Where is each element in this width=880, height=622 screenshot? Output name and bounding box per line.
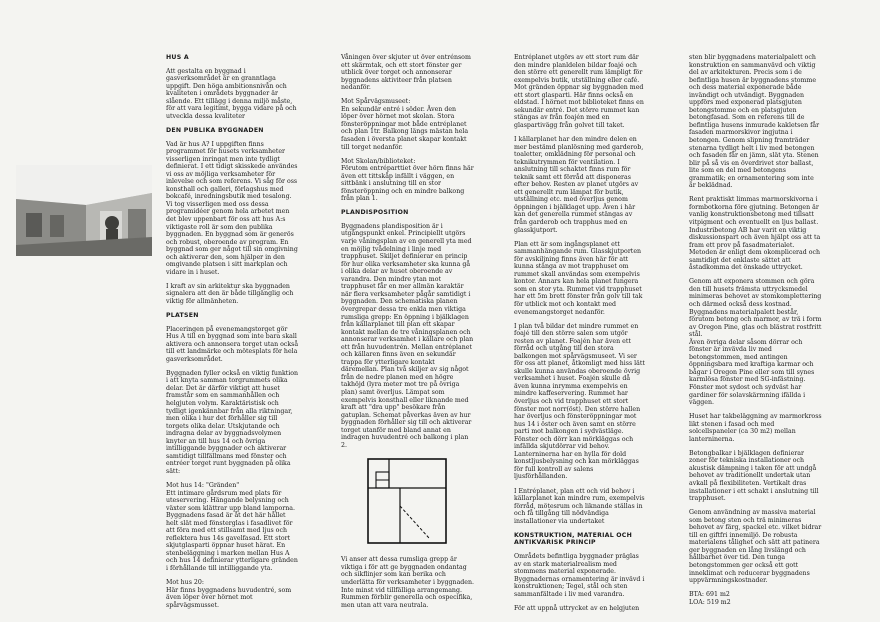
paragraph: Mot hus 20: Här finns byggnadens huvudentré, som även löper över hörnet mot spårvägsmusset. — [166, 579, 292, 609]
paragraph: I källarplanet har den mindre delen en mer bestämd planlösning med garderob, toaletter, omklädning för personal och teknikutrymmen för ventilation. I anslutning till schaktet finns rum för teknik samt ett förråd att disponeras efter behov. Resten av planet utgörs av ett generellt rum lämpat för butik, utställning etc. med överljus genom öppningen i bjälklaget upp. Även i här kan det generella rummet stängas av från garderob och trapphus med en glasskjutport. — [514, 135, 644, 234]
paragraph: Betongbalkar i bjälklagen definierar zoner för tekniska installationer och akustisk dämpning i taken för att undgå behovet av traditionellt undertak utan avkall på flexibiliteten. Vertikalt dras installationer i ett schakt i anslutning till trapphuset. — [689, 449, 819, 503]
paragraph: Byggnadens plandisposition är i utgångspunkt enkel. Principiellt utgörs varje våningsplan av en generell yta med en möjlig tvådelning i linje med trapphuset. Skiljet definierar en princip för hur olika verksamheter ska kunna gå i olika delar av huset oberoende av varandra. Den mindre ytan mot trapphuset får en mer allmän karaktär när flera verksamheter pågår samtidigt i byggnaden. Den schematiska planen övergrepar dessa tre enkla men viktiga rumsliga grepp: En öppning i bjälklagen från källarplanet till plan ett skapar kontakt mellan de tre våningsplanen och annonserar verksamhet i källare och plan ett från huvudentrén. Mellan entréplanet och källaren finns även en sekundär trappa för ytterligare kontakt däremellan. Plan två skiljer av sig något från de nedre planen med en högre takhöjd (lyra meter mot tre på övriga plan) samt överljus. Lämpat som exempelvis konsthall eller liknande med kraft att "dra upp" besökare från gatuplan. Schemat påverkas även av hur byggnaden förhåller sig till och aktiverar torget utanför med bland annat en indragen huvudentré och balkong i plan 2. — [341, 222, 474, 449]
paragraph: Områdets befintliga byggnader präglas av en stark materialrealism med stommens material exponerade. Byggnadernas ornamentering är invävd i konstruktionen; Tegel, stål och sten sammanfältade i liv med varandra. — [514, 552, 645, 598]
area-figures: BTA: 691 m2 LOA: 519 m2 — [689, 591, 731, 606]
heading-platsen: PLATSEN — [166, 312, 199, 319]
text-column-2 — [341, 54, 474, 616]
paragraph: Rent praktiskt limmas marmorskivorna i formbotkorna före gjutning. Betongen är vanlig konstruktionsbetong med tillsatt vitpigment och eventuellt en ljus ballast. Industribetong AB har varit en viktig diskussionspart och även hjälpt oss att ta fram ett prov på fasadmaterialet. Metoden är enligt dem okomplicerad och samtidigt det enklaste sättet att åstadkomma det önskade uttrycket. — [689, 196, 821, 272]
paragraph: Att gestalta en byggnad i gasverksområdet är en granntlaga uppgift. Den höga ambitionsnivån och kvaliteten i områdets byggnader är slående. Ett tillägg i denna miljö måste, för att vara legitimt, bygga vidare på och utveckla dessa kvaliteter — [166, 67, 297, 120]
paragraph: Mot hus 14: "Gränden" Ett intimare gårdsrum med plats för uteservering. Hängande belysning och växter som klättrar upp bland lamporna. Byggnadens fasad är åt det här hållet helt slät med fönsterglas i fasadlivet för att föra med ett stillsamt med ljus och reflektera hus 14s gavelfasad. Ett stort skjutglasparti öppnar huset härat. En stenbeläggning i marken mellan Hus A och hus 14 definierar ytterligare gränden i förhållande till intilliggande yta. — [166, 481, 298, 572]
paragraph: Mot Spårvägsmuseet: En sekundär entré i söder. Även den löper över hörnet mot skolan. Stora fönsteröppningar mot både entréplanet och plan 1tr. Balkong längs mästan hela fasaden i översta planet skapar kontakt till torget nedanför. — [341, 98, 469, 151]
paragraph: I Entréplanet, plan ett och vid behov i källarplanet kan mindre rum, exempelvis förråd, mötesrum och liknande ställas in och få tillgång till nödvändiga installationer via undertaket — [514, 487, 645, 525]
paragraph: sten blir byggnadens materialpalett och konstruktion en sammanvävd och viktig del av arkitekturen. Precis som i de befintliga husen är byggnadens stomme och dess material exponerade både invändigt och utvändigt. Byggnaden uppförs med exponerad platsgjuten betongstomme och en platsgjuten betongfasad. Som en referens till de befintliga husens inmurade kakletsen får fasaden marmorskivor ingjutna i betongen. Genom slipning framträder stenarna tydligt helt i liv med betongen och fasaden får en jämn, slät yta. Stenen blir på så vis en överdrivet stor ballast, lite som en del med betongens grammatik; en ornamentering som inte är beklädnad. — [689, 54, 820, 190]
paragraph: Mot Skolan/biblioteket: Förutom entréparttiet över hörn finns här även ett tittskåp infällt i väggen, en sittbänk i anslutning till en stor fönsteröppning och en mindre balkong från plan 1. — [341, 157, 474, 203]
text-column-4 — [689, 54, 822, 613]
text-column-3 — [514, 54, 647, 619]
paragraph: I kraft av sin arkitektur ska byggnaden signalera att den är både tillgänglig och viktig för allmänheten. — [166, 282, 294, 305]
text-column-1 — [166, 54, 299, 616]
plan-diagonal — [400, 506, 429, 538]
paragraph: Plan ett är som ingångsplanet ett sammanhängande rum. Glasskjutporten för avskiljning finns även här för att kunna stänga av mot trapphuset om rummet skall användas som exempelvis kontor. Annars kan hela planet fungera som en stor yta. Rummet vid trapphuset har ett 5m brett fönster från golv till tak för utblick mot och kontakt med evenemangstorget nedanför. — [514, 240, 643, 316]
paragraph: Byggnaden fyller också en viktig funktion i att knyta samman torgrummets olika delar. Det är därför viktigt att huset framstår som en sammanhållen och helgjuten volym. Karaktäristisk och tydligt igenkännbar från alla riktningar, men olika i hur det förhåller sig till torgets olika delar. Utskjutande och indragna delar av byggnadsvolymen knyter an till hus 14 och övriga intilliggande byggnader och aktiverar samtidigt tillfällmans med fönster och entréer torget runt byggnaden på olika sätt: — [166, 369, 299, 475]
paragraph: Entréplanet utgörs av ett stort rum där den mindre planldelen bildar foajé och den större ett generellt rum lämpligt för exempelvis butik, utställning eller café. Mot gränden öppnar sig byggnaden med ett stort glasparti. Här finns också en eldstad. I hörnet mot biblioteket finns en sekundär entré. Det större rummet kan stängas av från foajén med en glaspartivägg från golvet till taket. — [514, 54, 644, 129]
heading-publika-byggnaden: DEN PUBLIKA BYGGNADEN — [166, 126, 264, 134]
floor-plan-diagram — [367, 458, 447, 544]
paragraph: Genom användning av massiva material som betong sten och trä minimeras behovet av färg, spackel etc. vilket bidrar till en giftfri innemiljö. De robusta materialens tålighet och sätt att patinera ger byggnaden en lång livslängd och hållbarhet över tid. Den tunga betongstommen ger också ett gott inneklimat och reducerar byggnadens uppvärmningskostnader. — [689, 509, 822, 585]
paragraph: För att uppnå uttrycket av en helgjuten — [514, 604, 640, 612]
paragraph: Våningen över skjuter ut över entrénsom ett skärmtak, och ett stort fönster ger utblick över torget och annonserar byggnadens aktiviteer från platsen nedanför. — [341, 54, 471, 92]
heading-plandisposition: PLANDISPOSITION — [341, 209, 409, 217]
paragraph: Huset har takbeläggning av marmorkross likt stenen i fasad och med solcellspaneler (ca 30 m2) mellan lanterninerna. — [689, 413, 822, 443]
paragraph: I plan två bildar det mindre rummet en foajé till den större salen som utgör resten av planet. Foajén har även ett förråd och utgång till den stora balkongen mot spårvägsmuseet. Vi ser för oss att planet, åtkomligt med hiss lätt skulle kunna användas oberoende övrig verksamhet i huset. Foajén skulle då även kunna inrymma exempelvis en mindre kaffeservering. Rummet har överljus och vid trapphuset ett stort fönster mot norr(öst). Den större hallen har överljus och fönsteröppningar mot hus 14 i öster och även samt en större parti mot balkongen i sydvästläge. Fönster och dörr kan mörkläggas och infällda skjutdörrar vid behov. Lanterninerna har en hylla för dold konstljusbelysning och kan mörkläggas för full kontroll av salens ljusförhållanden. — [514, 322, 645, 481]
paragraph: Vad är hus A? I uppgiften finns programmet för husets verksamheter visserligen inringat men inte tydligt definierat. I ett tidigt skisskede användes vi oss av möjliga verksamheter för inlevelse och som referens. Vi såg för oss konsthall och galleri, förlagshus med bokcafé, inredningsbutik med tesalong. Vi tog visserligen med oss dessa programidéer genom hela arbetet men det blev uppenbart för oss att hus A:s viktigaste roll är som den publika byggnaden. En byggnad som är generös och robust, oberoende av program. En byggnad som ger något till sin omgivning och aktiverar den, som hjälper in den omgivande platsen i sitt markplan och vidare in i huset. — [166, 140, 298, 276]
exterior-photo — [16, 165, 152, 256]
paragraph: Placeringen på evenemangstorget gör Hus A till en byggnad som inte bara skall aktivera och annonsera torget utan också till ett landmärke och mötesplats för hela gasverksområdet. — [166, 325, 299, 363]
heading-konstruktion: KONSTRUKTION, MATERIAL OCH ANTIKVARISK PRINCIP — [514, 531, 633, 547]
heading-hus-a: HUS A — [166, 54, 189, 61]
paragraph: Genom att exponera stommen och göra den till husets främsta uttrycksmedel minimeras behovet av stomkomplettering och därmed också dess kostnad. Byggnadens materialpalett består, förutom betong och marmor, av trä i form av Oregon Pine, glas och blästrat rostfritt stål. Även övriga delar såsom dörrar och fönster är invävda liv med betongstommen, med antingen öppningsbara med kraftiga karmar och bågar i Oregon Pine eller som till synes karmlösa fönster med SG-infästning. Fönster mot sydost och sydväst har gardiner för solavskärmning ifällda i väggen. — [689, 278, 822, 407]
paragraph: Vi anser att dessa rumsliga grepp är viktiga i för att ge byggnaden ondantag och sikflinjer som kan berika och underlätta för verksamheter i byggnaden. Inte minst vid tillfälliga arrangemang. Rummen förblir generella och ospecifika, men utan att vara neutrala. — [341, 556, 475, 609]
